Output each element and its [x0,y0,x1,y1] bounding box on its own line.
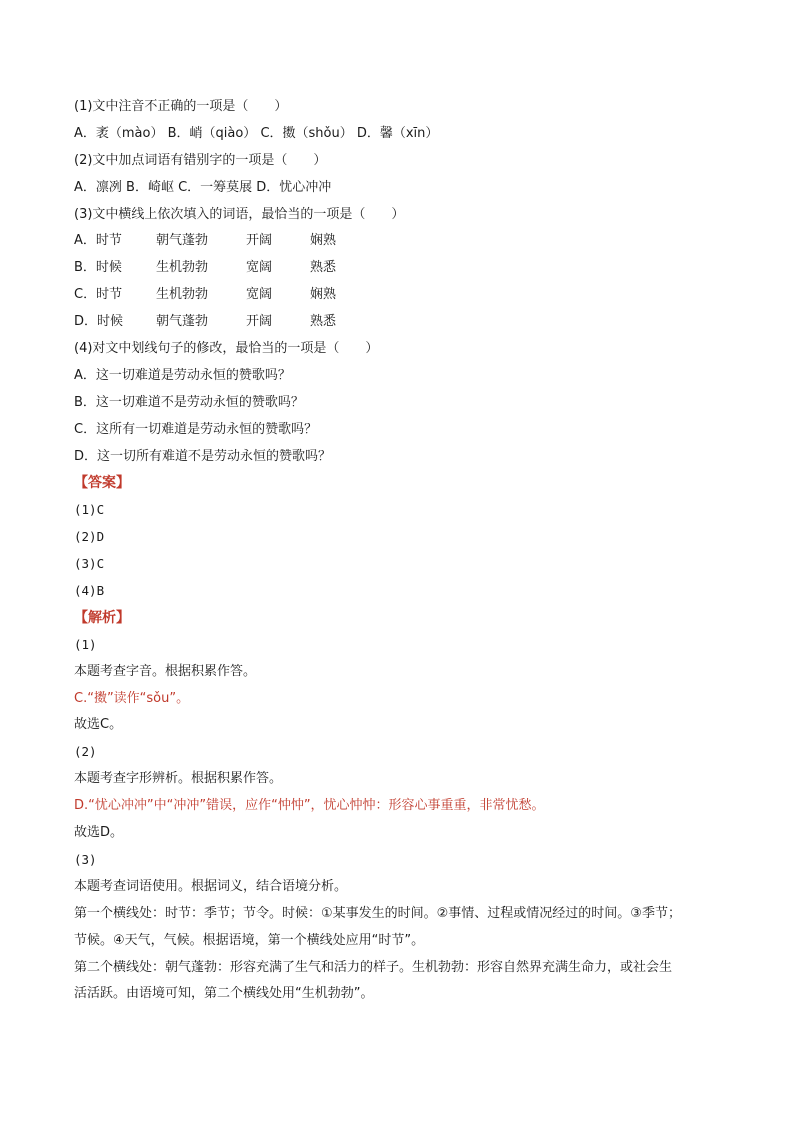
analysis-3-text-line: 活活跃。由语境可知，第二个横线处用“生机勃勃”。 [74,986,374,1002]
analysis-heading: 【解析】 [74,609,130,626]
analysis-2-detail: D.“忧心冲冲”中“冲冲”错误，应作“忡忡”，忧心忡忡：形容心事重重，非常忧愁。 [74,798,545,814]
question-4-option: B．这一切难道不是劳动永恒的赞歌吗？ [74,394,304,410]
analysis-2-intro: 本题考查字形辨析。根据积累作答。 [74,771,283,787]
analysis-1-detail: C.“擞”读作“sǒu”。 [74,690,190,706]
option-label: B．时候 [74,260,122,276]
question-2-stem: (2)文中加点词语有错别字的一项是（ ） [74,152,327,168]
answer-item: (1)C [74,502,105,518]
option-word: 开阔 [246,233,273,249]
option-word: 娴熟 [310,287,337,303]
option-word: 熟悉 [310,314,337,330]
question-3-option-row [74,255,734,282]
analysis-1-conclusion: 故选C。 [74,717,123,733]
answer-item: (3)C [74,556,105,572]
analysis-3-intro: 本题考查词语使用。根据词义，结合语境分析。 [74,878,348,894]
analysis-2-conclusion: 故选D。 [74,825,124,841]
option-word: 生机勃勃 [156,287,209,303]
option-word: 朝气蓬勃 [156,314,209,330]
option-word: 宽阔 [246,287,273,303]
question-1-options: A．袤（mào） B．峭（qiào） C．擞（shǒu） D．馨（xīn） [74,125,439,141]
answer-item: (2)D [74,529,105,545]
option-label: C．时节 [74,287,123,303]
question-4-option: C．这所有一切难道是劳动永恒的赞歌吗？ [74,421,318,437]
question-4-option: D．这一切所有难道不是劳动永恒的赞歌吗？ [74,448,332,464]
analysis-1-intro: 本题考查字音。根据积累作答。 [74,663,257,679]
option-word: 宽阔 [246,260,273,276]
document-page [74,94,734,1008]
option-word: 熟悉 [310,260,337,276]
question-3-option-row [74,309,734,336]
option-word: 生机勃勃 [156,260,209,276]
analysis-3-text-line: 节候。④天气，气候。根据语境，第一个横线处应用“时节”。 [74,932,425,948]
option-label: D．时候 [74,314,124,330]
option-word: 开阔 [246,314,273,330]
question-1-stem: (1)文中注音不正确的一项是（ ） [74,99,288,114]
question-4-stem: (4)对文中划线句子的修改，最恰当的一项是（ ） [74,341,379,357]
answer-heading: 【答案】 [74,475,130,492]
question-3-option-row [74,282,734,309]
option-word: 娴熟 [310,233,337,249]
question-3-option-row [74,228,734,255]
question-3-stem: (3)文中横线上依次填入的词语，最恰当的一项是（ ） [74,206,405,222]
answer-item: (4)B [74,583,105,599]
analysis-3-number: (3) [74,851,97,867]
analysis-1-number: (1) [74,636,97,652]
question-2-options: A．凛冽 B．崎岖 C．一筹莫展 D．忧心冲冲 [74,179,332,195]
analysis-2-number: (2) [74,744,97,760]
analysis-3-text-line: 第二个横线处：朝气蓬勃：形容充满了生气和活力的样子。生机勃勃：形容自然界充满生命力，或社会生 [74,959,673,975]
option-label: A．时节 [74,233,122,249]
question-4-option: A．这一切难道是劳动永恒的赞歌吗？ [74,367,291,383]
option-word: 朝气蓬勃 [156,233,209,249]
analysis-3-text-line: 第一个横线处：时节：季节；节令。时候：①某事发生的时间。②事情、过程或情况经过的时间。③季节； [74,905,681,921]
